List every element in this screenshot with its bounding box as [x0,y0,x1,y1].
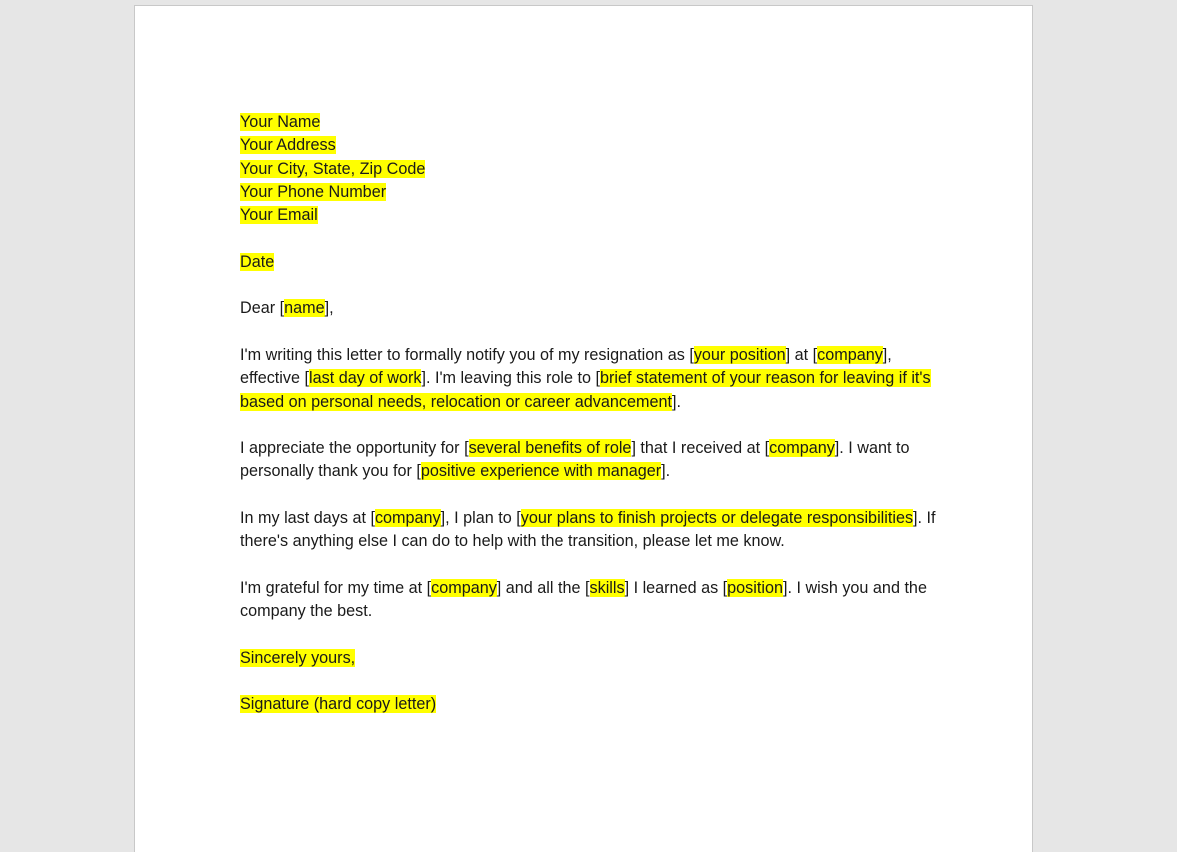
paragraph-transition [240,507,940,554]
salutation-pre: Dear [ [240,299,285,318]
p3-placeholder-plans: your plans to finish projects or delegate responsibilities [520,509,914,528]
p1-text-5: ]. [671,392,681,411]
p4-text-3: ] I learned as [ [624,578,728,597]
p2-text-3: ]. I want to personally thank you for [ [240,439,910,481]
signature-line [240,693,940,716]
sender-city: Your City, State, Zip Code [240,159,426,178]
sender-address: Your Address [240,136,336,155]
salutation [240,297,940,320]
p1-text-2: ] at [ [785,345,818,364]
closing-line [240,647,940,670]
paragraph-gratitude [240,577,940,624]
signature-text: Signature (hard copy letter) [240,695,437,714]
p2-text-1: I appreciate the opportunity for [ [240,439,469,458]
p1-text-3: ], effective [ [240,345,892,388]
p4-text-2: ] and all the [ [496,578,590,597]
p2-text-2: ] that I received at [ [631,439,770,458]
p1-placeholder-position: your position [693,345,786,364]
p1-placeholder-company: company [817,345,883,364]
salutation-post: ], [324,299,334,318]
p4-placeholder-position: position [727,578,783,597]
p1-placeholder-reason: brief statement of your reason for leaving if it's based on personal needs, relocation or career advancement [240,369,931,411]
sender-email-line [240,204,940,227]
p2-placeholder-experience: positive experience with manager [420,462,662,481]
p1-placeholder-last-day: last day of work [309,369,422,388]
p3-placeholder-company: company [374,509,441,528]
p4-placeholder-company: company [431,578,497,597]
p1-text-1: I'm writing this letter to formally notify you of my resignation as [ [240,345,694,364]
sender-email: Your Email [240,206,318,225]
p3-text-1: In my last days at [ [240,509,375,528]
p4-placeholder-skills: skills [589,578,625,597]
paragraph-appreciation [240,437,940,484]
sender-name: Your Name [240,113,321,131]
document-page[interactable] [134,5,1033,852]
sender-city-line [240,158,940,181]
p2-placeholder-benefits: several benefits of role [468,439,632,458]
date-line [240,251,940,274]
sender-name-line [240,111,940,134]
p4-text-1: I'm grateful for my time at [ [240,578,432,597]
letter-body[interactable] [240,111,940,717]
sender-phone: Your Phone Number [240,182,387,201]
p3-text-2: ], I plan to [ [440,509,521,528]
sender-address-line [240,134,940,157]
sender-block [240,111,940,227]
closing-text: Sincerely yours, [240,648,356,667]
p2-text-4: ]. [661,462,671,481]
paragraph-resignation [240,344,940,414]
p1-text-4: ]. I'm leaving this role to [ [421,369,600,388]
p2-placeholder-company: company [769,439,835,458]
sender-phone-line [240,181,940,204]
date-text: Date [240,252,275,271]
p3-text-3: ]. If there's anything else I can do to help with the transition, please let me know. [240,509,936,551]
salutation-name: name [284,299,325,318]
p4-text-4: ]. I wish you and the company the best. [240,578,927,621]
